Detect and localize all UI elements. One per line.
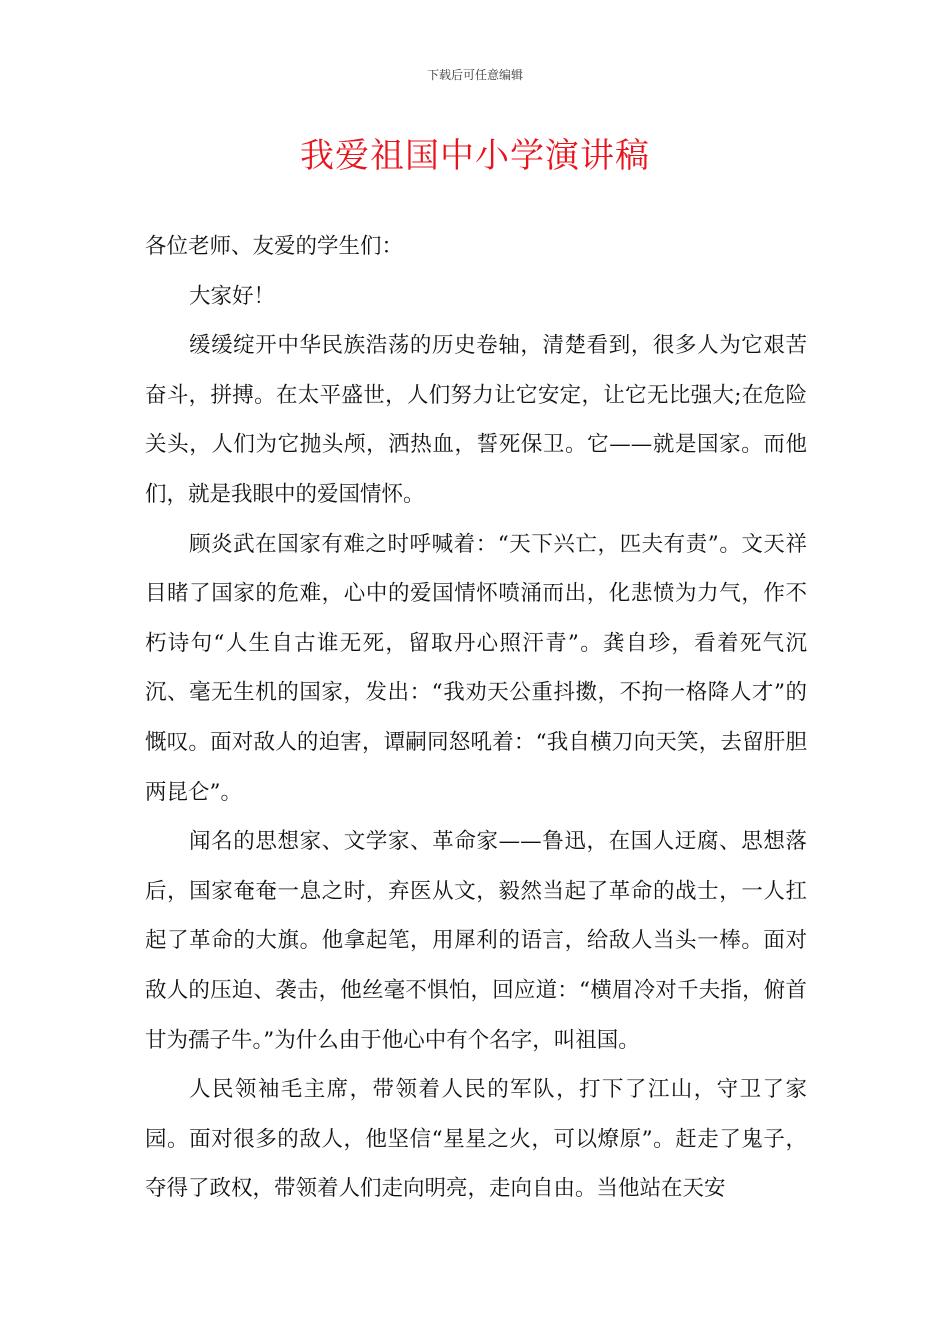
paragraph-ancient-patriots: 顾炎武在国家有难之时呼喊着：“天下兴亡，匹夫有责”。文天祥目睹了国家的危难，心中的爱国情怀喷涌而出，化悲愤为力气，作不朽诗句“人生自古谁无死，留取丹心照汗青”。龚自珍，看着死气沉沉、毫无生机的国家，发出：“我劝天公重抖擞，不拘一格降人才”的慨叹。面对敌人的迫害，谭嗣同怒吼着：“我自横刀向天笑，去留肝胆两昆仑”。 (145, 531, 807, 805)
paragraph-greeting: 大家好！ (189, 283, 276, 309)
paragraph-chairman-mao: 人民领袖毛主席，带领着人民的军队，打下了江山，守卫了家园。面对很多的敌人，他坚信“星星之火，可以燎原”。赶走了鬼子，夺得了政权，带领着人们走向明亮，走向自由。当他站在天安 (145, 1077, 807, 1202)
header-note: 下载后可任意编辑 (426, 68, 523, 82)
paragraph-lu-xun: 闻名的思想家、文学家、革命家——鲁迅，在国人迂腐、思想落后，国家奄奄一息之时，弃医从文，毅然当起了革命的战士，一人扛起了革命的大旗。他拿起笔，用犀利的语言，给敌人当头一棒。面对敌人的压迫、袭击，他丝毫不惧怕，回应道：“横眉冷对千夫指，俯首甘为孺子牛。”为什么由于他心中有个名字，叫祖国。 (145, 829, 807, 1053)
salutation: 各位老师、友爱的学生们： (145, 234, 404, 259)
paragraph-history: 缓缓绽开中华民族浩荡的历史卷轴，清楚看到，很多人为它艰苦奋斗，拼搏。在太平盛世，人们努力让它安定，让它无比强大;在危险关头，人们为它抛头颅，洒热血，誓死保卫。它——就是国家。而他们，就是我眼中的爱国情怀。 (145, 333, 807, 507)
document-title: 我爱祖国中小学演讲稿 (300, 136, 650, 176)
document-body (145, 222, 807, 1214)
